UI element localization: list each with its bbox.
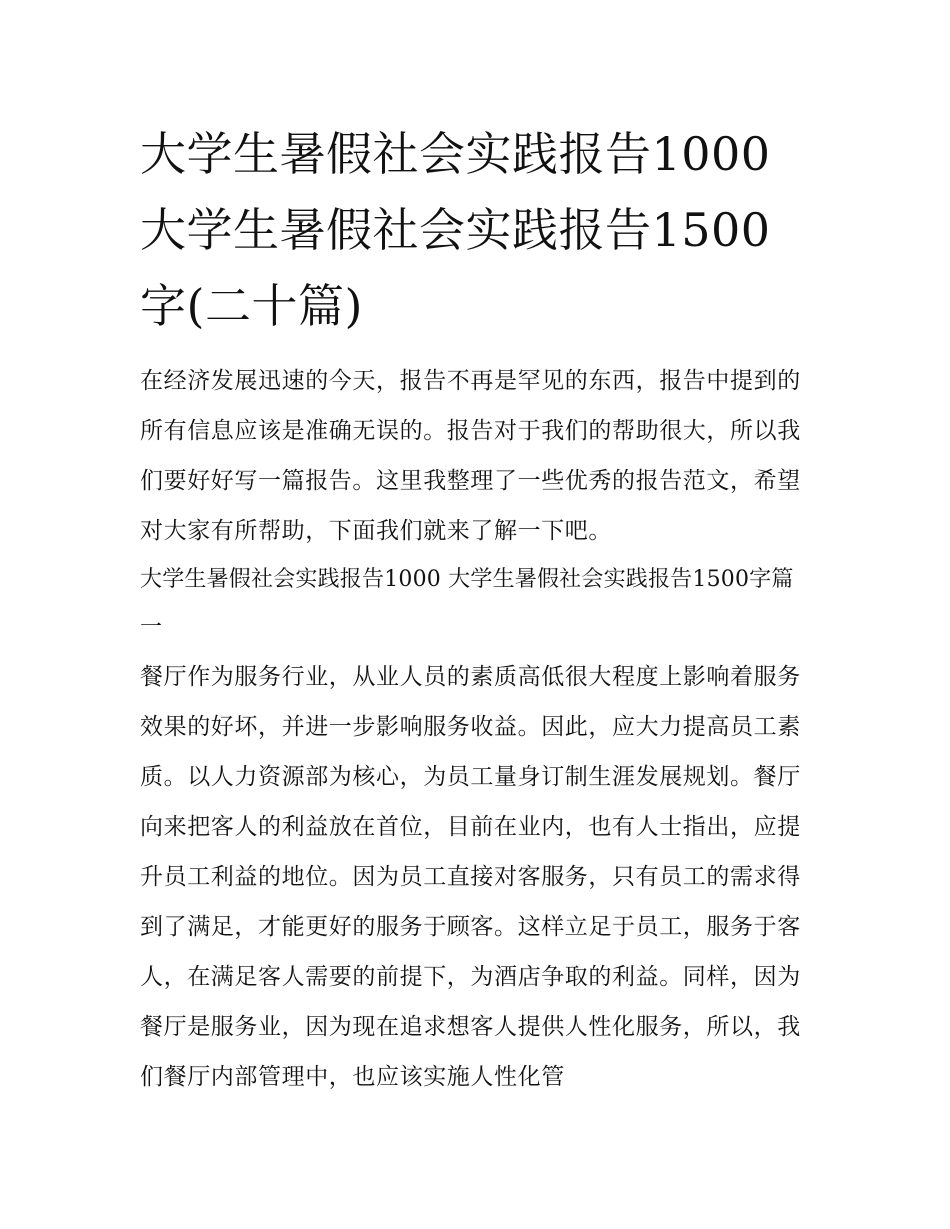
section-heading: 大学生暑假社会实践报告1000 大学生暑假社会实践报告1500字篇一 bbox=[140, 567, 794, 640]
body-paragraph: 餐厅作为服务行业，从业人员的素质高低很大程度上影响着服务效果的好坏，并进一步影响服务收益。因此，应大力提高员工素质。以人力资源部为核心，为员工量身订制生涯发展规划。餐厅向来把客人的利益放在首位，目前在业内，也有人士指出，应提升员工利益的地位。因为员工直接对客服务，只有员工的需求得到了满足，才能更好的服务于顾客。这样立足于员工，服务于客人，在满足客人需要的前提下，为酒店争取的利益。同样，因为餐厅是服务业，因为现在追求想客人提供人性化服务，所以，我们餐厅内部管理中，也应该实施人性化管 bbox=[140, 664, 801, 1090]
document-title: 大学生暑假社会实践报告1000大学生暑假社会实践报告1500字(二十篇) bbox=[140, 127, 771, 333]
intro-paragraph: 在经济发展迅速的今天，报告不再是罕见的东西，报告中提到的所有信息应该是准确无误的。报告对于我们的帮助很大，所以我们要好好写一篇报告。这里我整理了一些优秀的报告范文，希望对大家有所帮助，下面我们就来了解一下吧。 bbox=[140, 368, 801, 544]
document-content bbox=[140, 116, 812, 1102]
